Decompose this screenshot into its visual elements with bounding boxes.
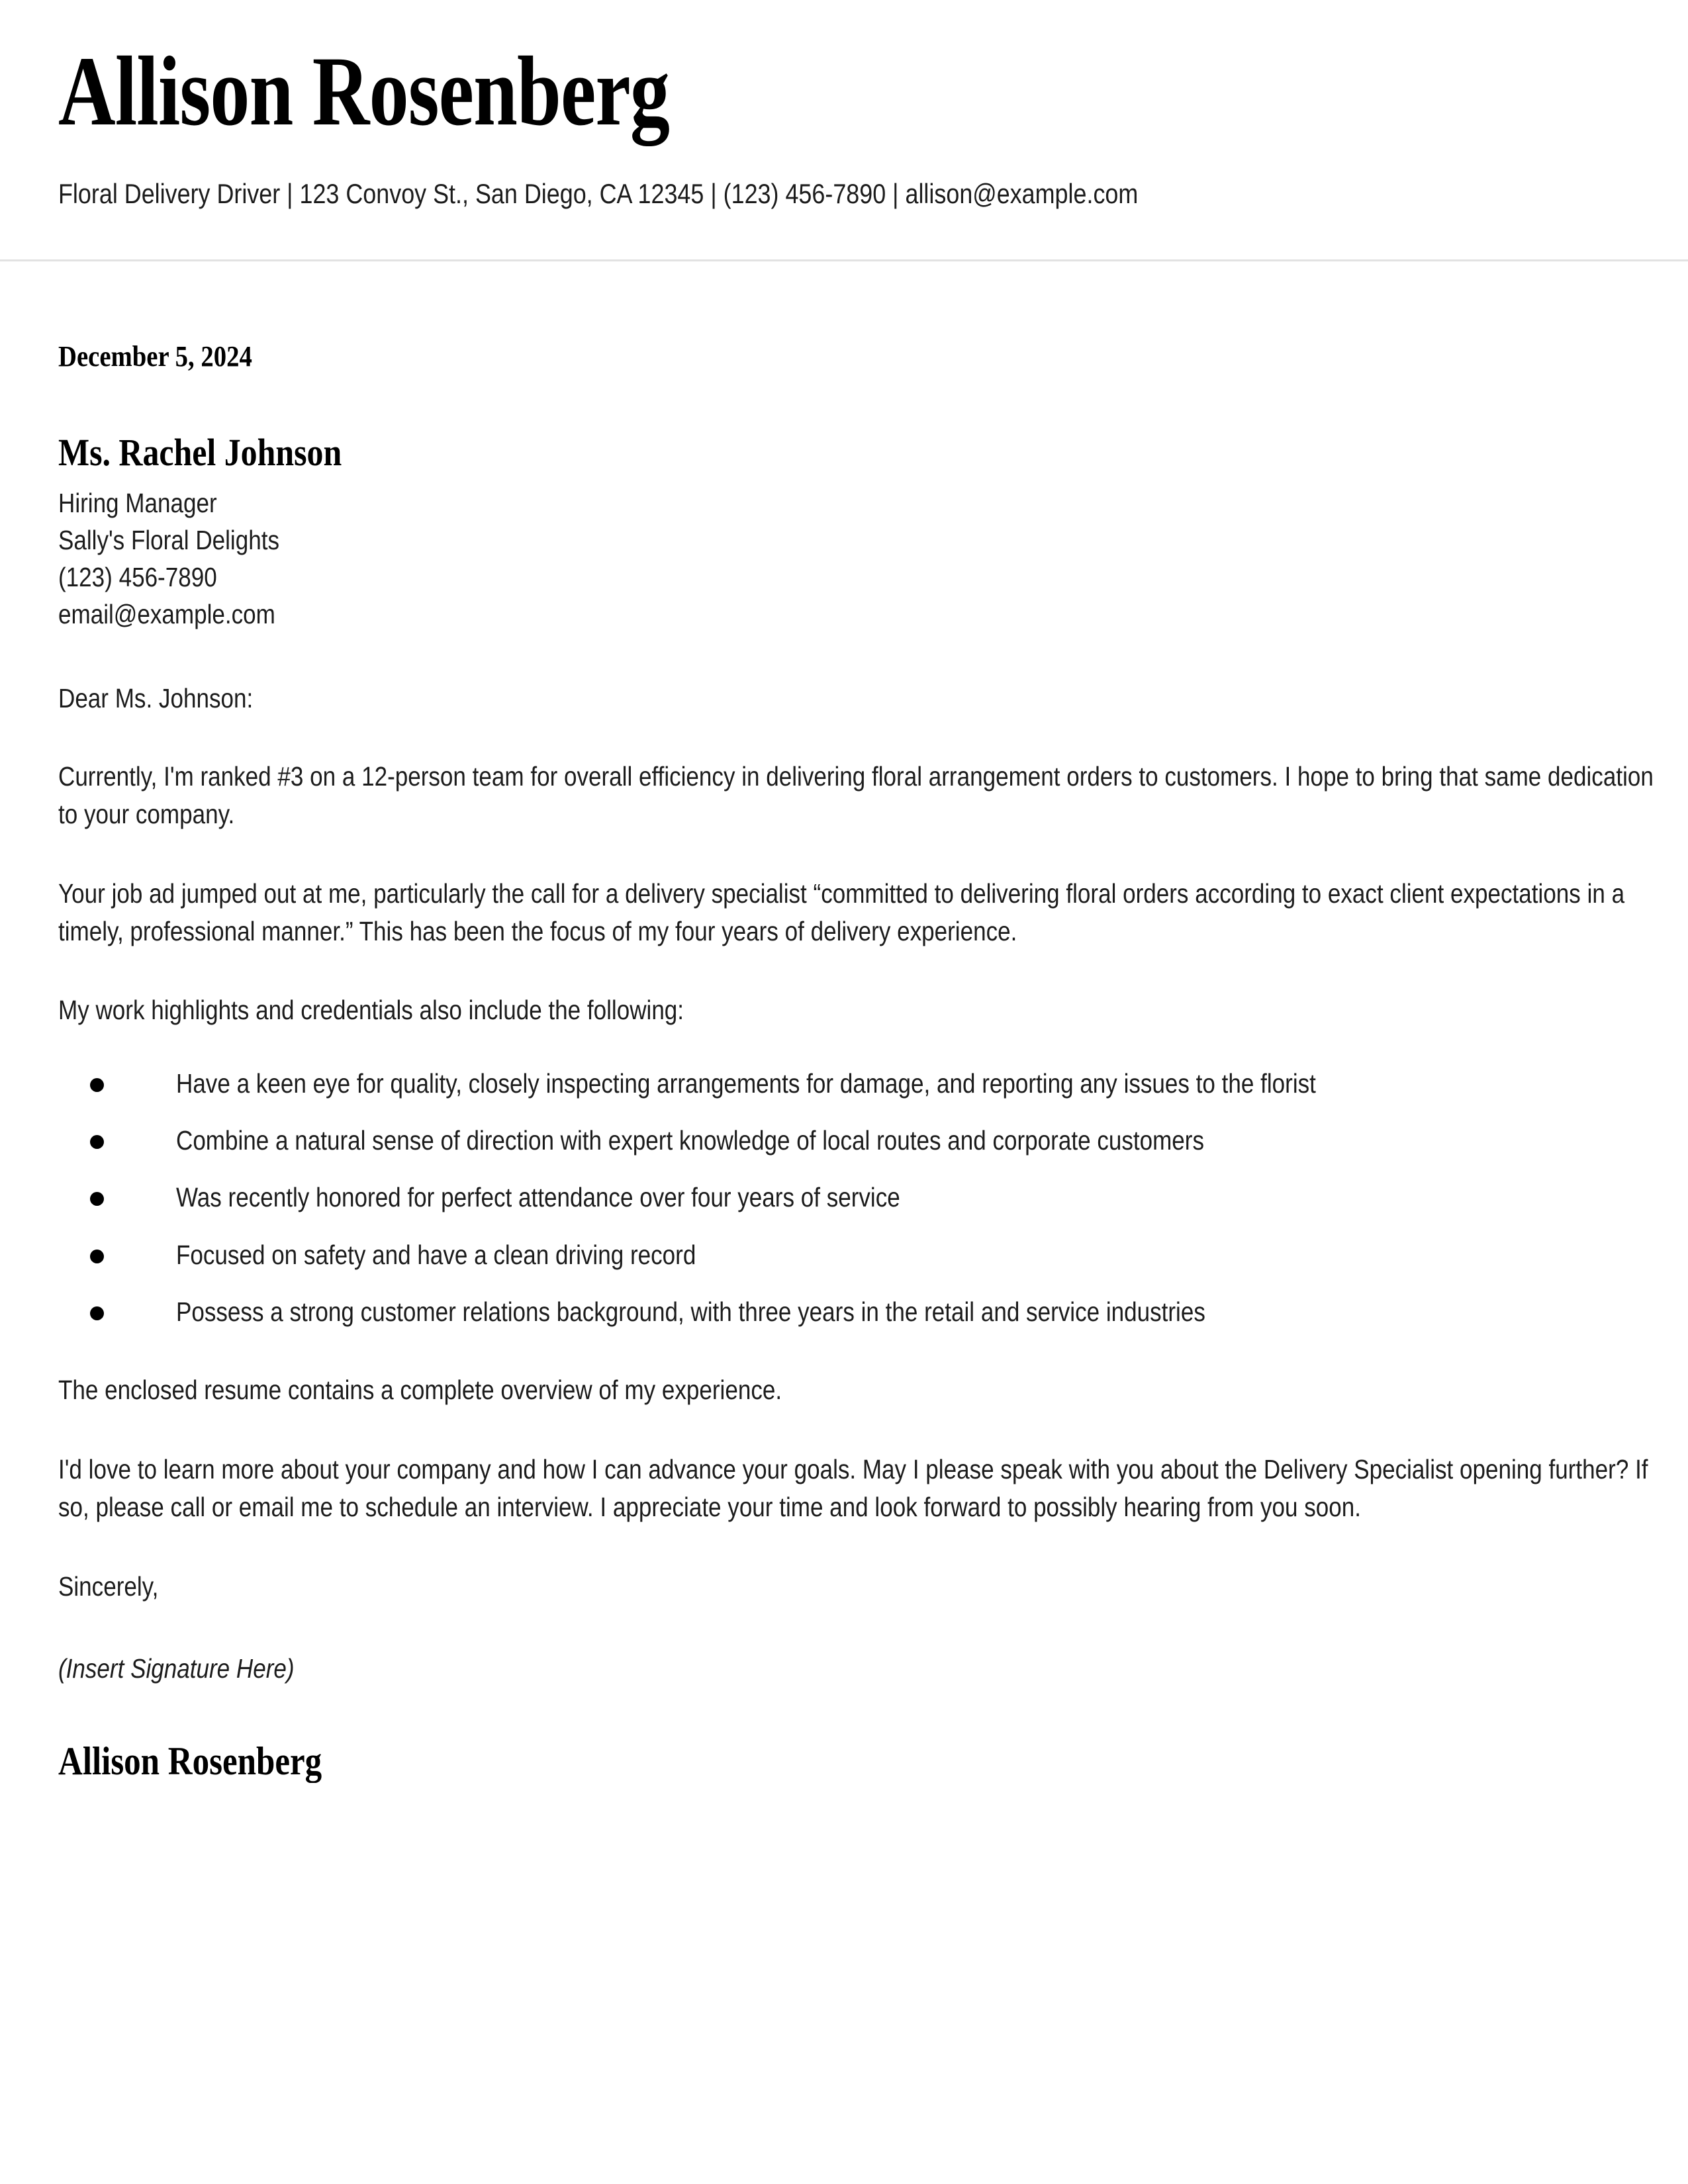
closing-salutation: Sincerely, xyxy=(58,1570,159,1602)
header-divider xyxy=(0,259,1688,261)
list-item xyxy=(58,1122,1630,1159)
bullet-dot-icon xyxy=(90,1250,104,1263)
highlights-list xyxy=(58,1066,1630,1331)
bullet-dot-icon xyxy=(90,1135,104,1149)
letter-header xyxy=(0,0,1688,212)
bullet-dot-icon xyxy=(90,1192,104,1206)
list-item-label: Possess a strong customer relations background, with three years in the retail and service industries xyxy=(176,1297,1205,1328)
letter-body xyxy=(0,340,1688,1784)
recipient-phone: (123) 456-7890 xyxy=(58,562,217,593)
bullet-dot-icon xyxy=(90,1306,104,1320)
body-paragraph-3: The enclosed resume contains a complete overview of my experience. xyxy=(58,1375,782,1406)
list-item xyxy=(58,1237,1630,1273)
signature-name: Allison Rosenberg xyxy=(58,1739,322,1783)
list-item-label: Have a keen eye for quality, closely inspecting arrangements for damage, and reporting any issues to the florist xyxy=(176,1068,1316,1099)
letter-date: December 5, 2024 xyxy=(58,340,252,373)
list-item xyxy=(58,1066,1630,1102)
body-paragraph-1: Currently, I'm ranked #3 on a 12-person team for overall efficiency in delivering floral arrangement orders to customers. I hope to bring that same dedication to your company. xyxy=(58,760,1654,830)
salutation: Dear Ms. Johnson: xyxy=(58,682,254,713)
bullet-dot-icon xyxy=(90,1078,104,1092)
list-item-label: Focused on safety and have a clean driving record xyxy=(176,1239,696,1270)
recipient-address-block xyxy=(58,431,1630,633)
list-item xyxy=(58,1294,1630,1330)
list-item-label: Was recently honored for perfect attendance over four years of service xyxy=(176,1182,900,1213)
body-paragraph-4: I'd love to learn more about your company and how I can advance your goals. May I please speak with you about the Delivery Specialist opening further? If so, please call or email me to schedule an interview. I appreciate your time and look forward to possibly hearing from you soon. xyxy=(58,1453,1648,1523)
highlights-intro: My work highlights and credentials also include the following: xyxy=(58,995,684,1026)
body-paragraph-2: Your job ad jumped out at me, particularly the call for a delivery specialist “committed to delivering floral orders according to exact client expectations in a timely, professional manner.” This has been the focus of my four years of delivery experience. xyxy=(58,878,1625,946)
applicant-contact-line: Floral Delivery Driver | 123 Convoy St., San Diego, CA 12345 | (123) 456-7890 | allison@example.com xyxy=(58,178,1139,209)
signature-placeholder: (Insert Signature Here) xyxy=(58,1653,295,1684)
recipient-company: Sally's Floral Delights xyxy=(58,525,279,556)
list-item-label: Combine a natural sense of direction with expert knowledge of local routes and corporate customers xyxy=(176,1125,1205,1156)
recipient-email: email@example.com xyxy=(58,599,275,630)
recipient-name: Ms. Rachel Johnson xyxy=(58,431,342,475)
applicant-name: Allison Rosenberg xyxy=(58,36,670,146)
recipient-title: Hiring Manager xyxy=(58,487,217,518)
list-item xyxy=(58,1179,1630,1216)
